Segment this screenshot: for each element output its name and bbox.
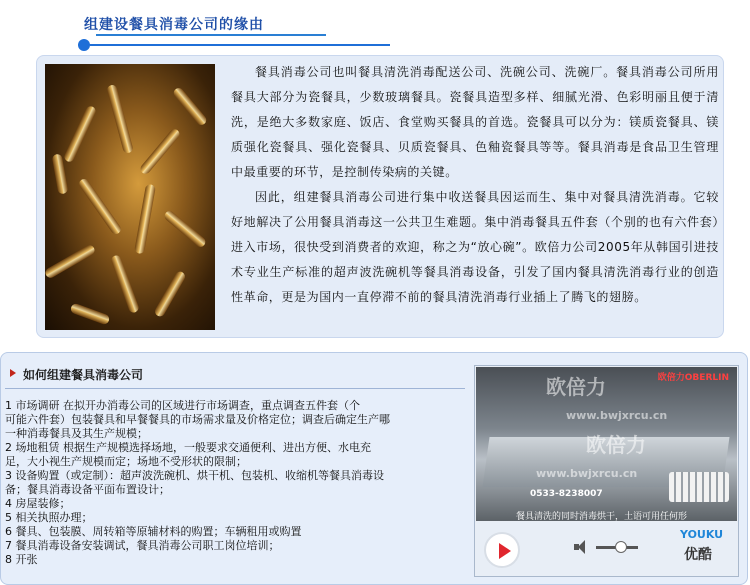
video-phone: 0533-8238007 (530, 489, 603, 499)
page-title: 组建设餐具消毒公司的缘由 (84, 17, 264, 33)
step-line: 3 设备购置（或定制）：超声波洗碗机、烘干机、包装机、收缩机等餐具消毒设 (5, 469, 384, 482)
play-button[interactable] (484, 532, 520, 568)
intro-text (231, 60, 719, 310)
howto-steps (5, 399, 465, 567)
howto-title: 如何组建餐具消毒公司 (23, 368, 144, 382)
step-line: 5 相关执照办理； (5, 511, 93, 524)
watermark-url: www.bwjxrcu.cn (566, 409, 668, 422)
volume-knob[interactable] (615, 541, 627, 553)
section-header (36, 10, 376, 44)
step-line: 6 餐具、包装膜、周转箱等原辅材料的购置；车辆租用或购置 (5, 525, 302, 538)
video-subtitle: 餐具清洗的同时消毒烘干，土语可用任何形 (516, 512, 688, 521)
step-line: 7 餐具消毒设备安装调试，餐具消毒公司职工岗位培训； (5, 539, 280, 552)
step-line: 备；餐具消毒设备平面布置设计； (5, 483, 170, 496)
step-line: 足，大小视生产规模而定；场地不受形状的限制； (5, 455, 247, 468)
plates-image (669, 472, 729, 502)
volume-icon[interactable] (574, 540, 588, 554)
step-line: 1 市场调研 在拟开办消毒公司的区域进行市场调查，重点调查五件套（个 (5, 399, 360, 412)
youku-logo-cn: 优酷 (684, 547, 712, 563)
intro-paragraph-2: 因此，组建餐具消毒公司进行集中收送餐具因运而生、集中对餐具清洗消毒。它较好地解决了公用餐具消毒这一公共卫生难题。集中消毒餐具五件套（个别的也有六件套）进入市场，很快受到消费者的欢迎，称之为“放心碗”。欧倍力公司2005年从韩国引进技术专业生产标准的超声波洗碗机等餐具消毒设备，引发了国内餐具清洗消毒行业的创造性革命，更是为国内一直停滞不前的餐具清洗消毒行业插上了腾飞的翅膀。 (231, 190, 719, 304)
howto-header (5, 363, 465, 389)
video-player[interactable] (474, 365, 739, 577)
intro-panel (36, 55, 724, 338)
watermark-text: 欧倍力 (546, 375, 606, 399)
step-line: 一种消毒餐具及其生产规模； (5, 427, 148, 440)
bacteria-image (45, 64, 215, 330)
video-screen[interactable] (476, 367, 737, 521)
header-underline (90, 44, 390, 46)
watermark-text: 欧倍力 (586, 433, 646, 457)
step-line: 可能六件套）包装餐具和早餐餐具的市场需求量及价格定位；调查后确定生产哪 (5, 413, 390, 426)
video-controls (476, 522, 737, 576)
header-bullet-icon (78, 39, 90, 51)
youku-logo[interactable]: YOUKU (680, 528, 724, 541)
step-line: 8 开张 (5, 553, 38, 566)
step-line: 2 场地租赁 根据生产规模选择场地，一般要求交通便利、进出方便、水电充 (5, 441, 371, 454)
video-banner: 欧倍力OBERLIN (657, 373, 729, 383)
arrow-right-icon (10, 369, 16, 377)
intro-paragraph-1: 餐具消毒公司也叫餐具清洗消毒配送公司、洗碗公司、洗碗厂。餐具消毒公司所用餐具大部分为瓷餐具，少数玻璃餐具。瓷餐具造型多样、细腻光滑、色彩明丽且便于清洗，是绝大多数家庭、饭店、食堂购买餐具的首选。瓷餐具可以分为：镁质瓷餐具、镁质强化瓷餐具、强化瓷餐具、贝质瓷餐具、色釉瓷餐具等等。餐具消毒是食品卫生管理中最重要的环节，是控制传染病的关键。 (231, 65, 719, 179)
step-line: 4 房屋装修； (5, 497, 71, 510)
watermark-url: www.bwjxrcu.cn (536, 467, 638, 480)
